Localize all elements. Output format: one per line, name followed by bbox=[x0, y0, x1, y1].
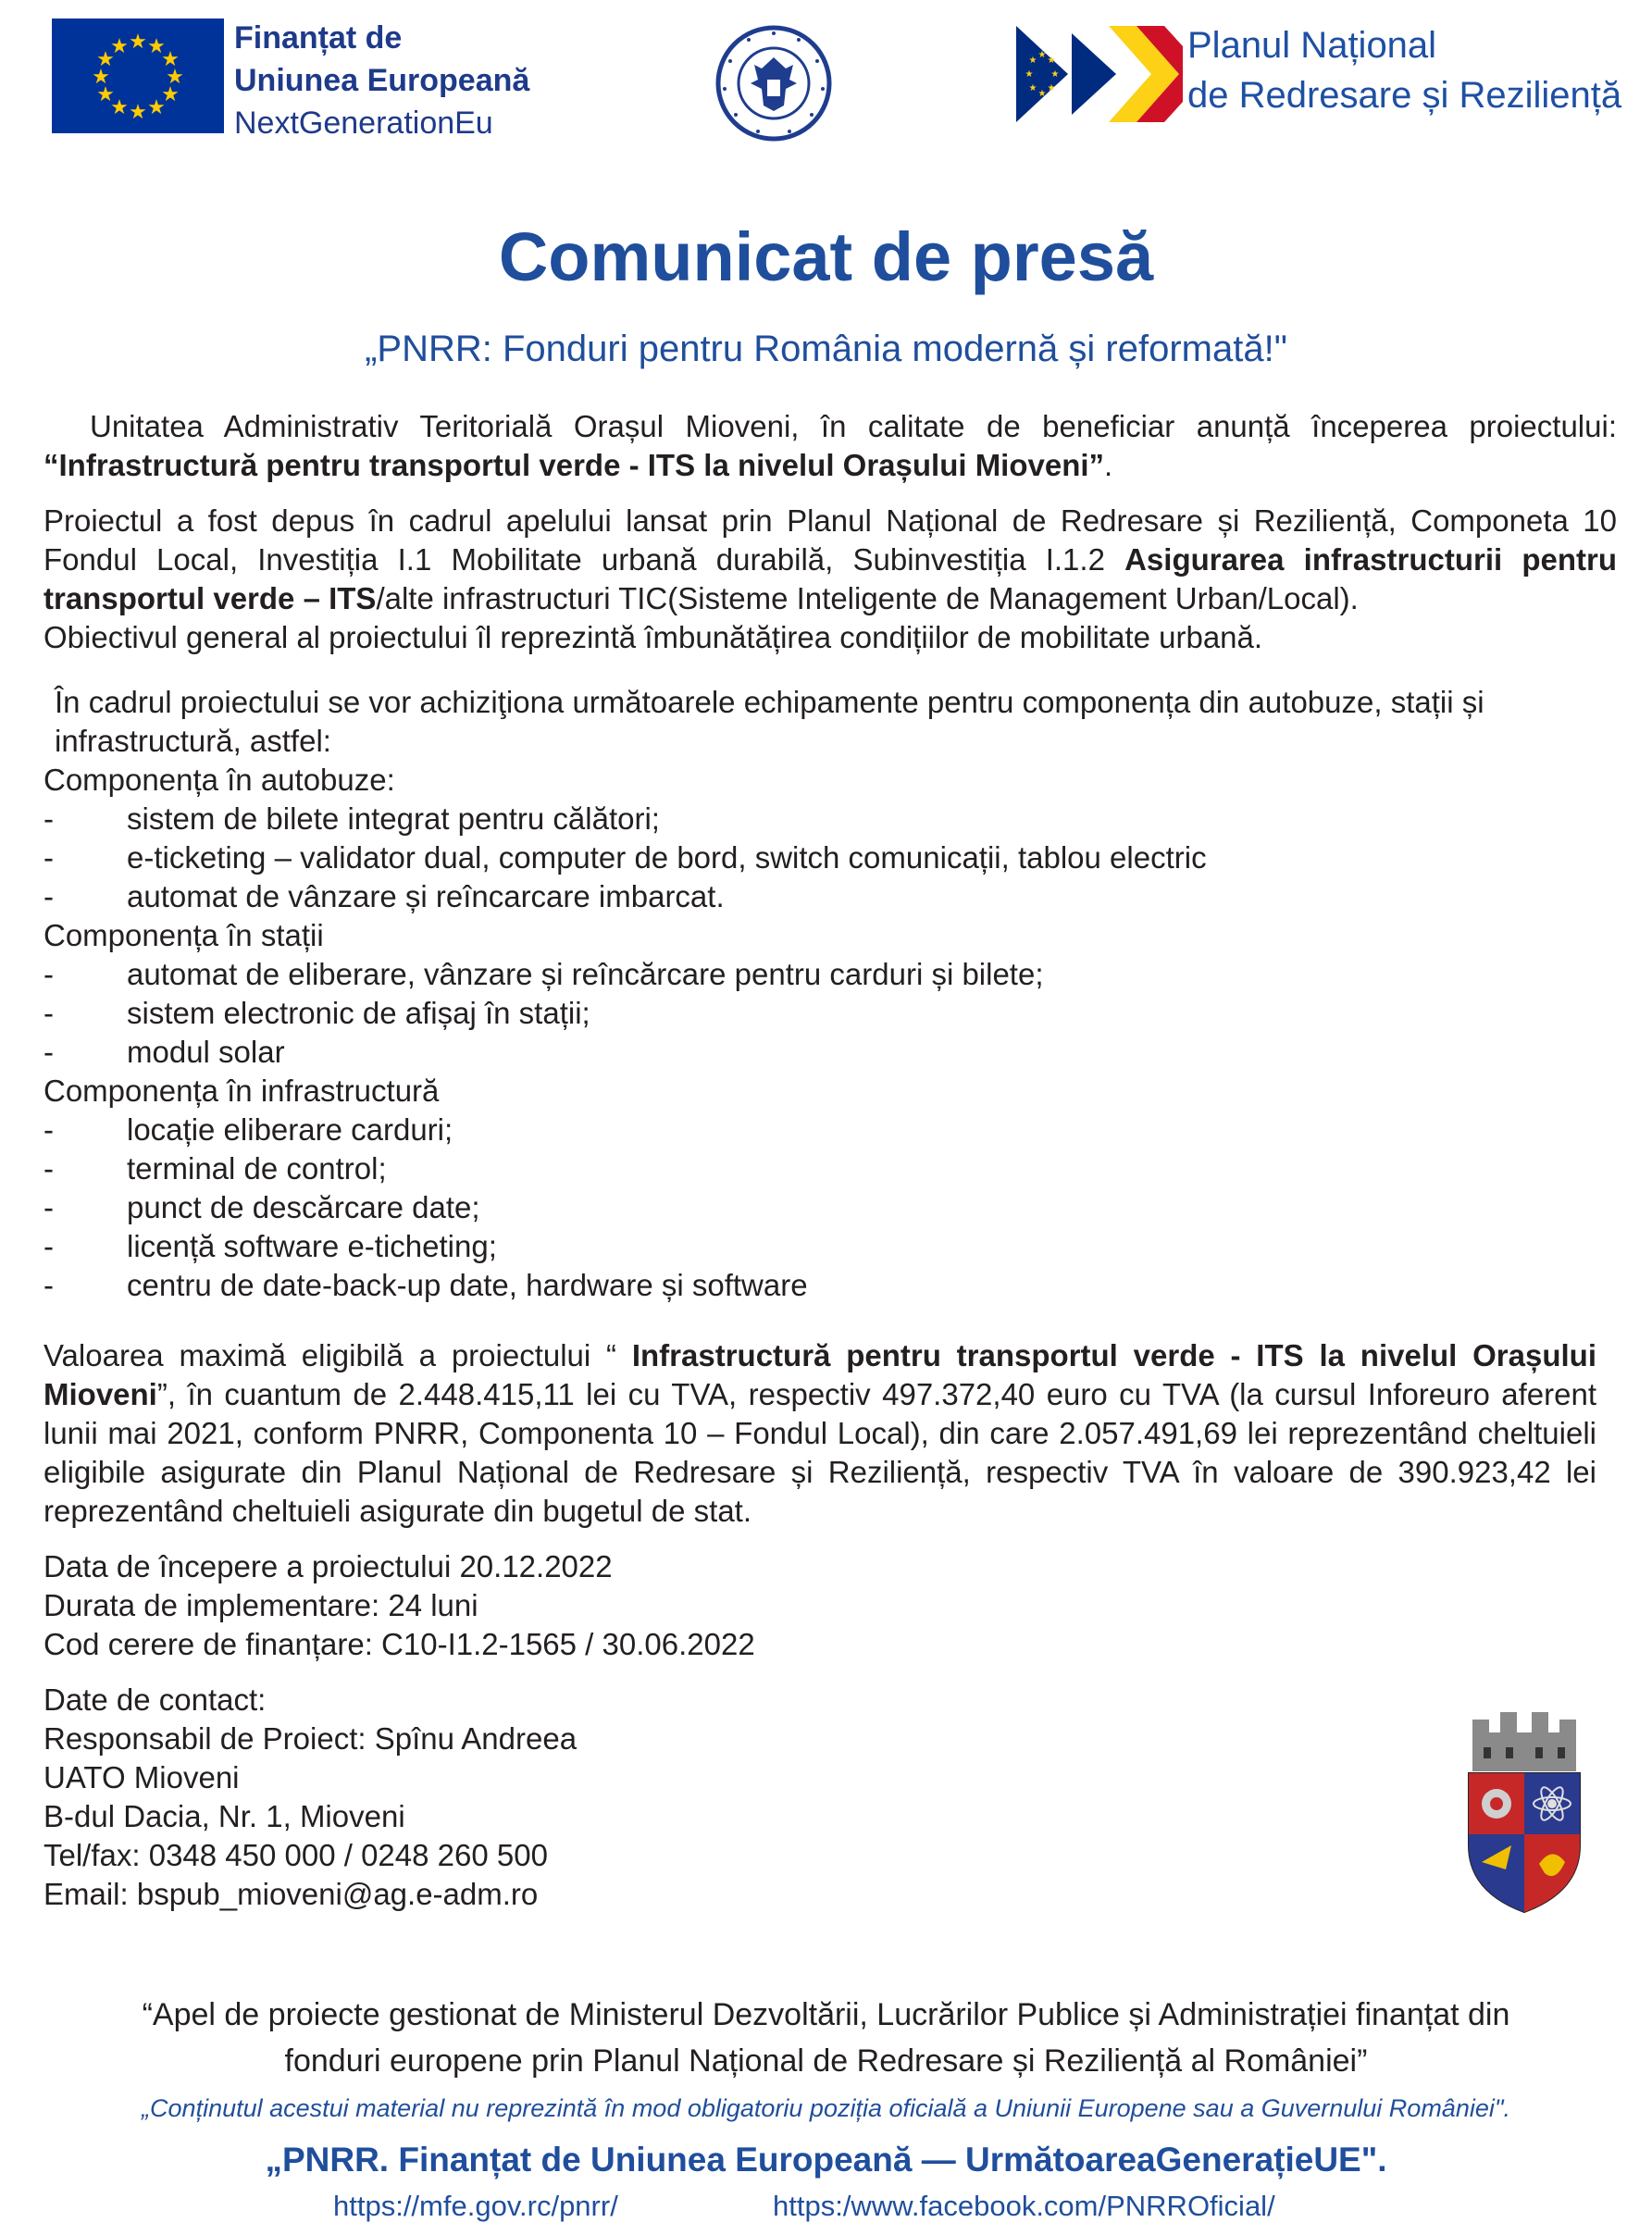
project-description bbox=[43, 502, 1617, 618]
footer-quote bbox=[0, 1992, 1652, 2084]
svg-text:★: ★ bbox=[1047, 83, 1056, 93]
objective-paragraph: Obiectivul general al proiectului îl reprezintă îmbunătățirea condițiilor de mobilitate urbană. bbox=[43, 620, 1263, 654]
eu-label-line2: Uniunea Europeană bbox=[234, 63, 530, 98]
component-heading: Componența în stații bbox=[43, 918, 324, 952]
list-dash: - bbox=[43, 801, 54, 836]
slogan: „PNRR. Finanțat de Uniunea Europeană — UrmătoareaGenerațieUE". bbox=[265, 2141, 1387, 2179]
value-bold: Infrastructură pentru transportul verde - ITS la nivelul Orașului Mioveni bbox=[43, 1338, 1596, 1411]
component-heading: Componența în infrastructură bbox=[43, 1074, 440, 1108]
contact-org: UATO Mioveni bbox=[43, 1760, 240, 1794]
svg-text:★: ★ bbox=[147, 96, 166, 119]
svg-text:★: ★ bbox=[96, 48, 115, 71]
contact-section bbox=[43, 1681, 1617, 1914]
svg-text:★: ★ bbox=[96, 83, 115, 106]
svg-text:★: ★ bbox=[1028, 83, 1037, 93]
svg-text:★: ★ bbox=[110, 35, 129, 58]
list-item-text: locație eliberare carduri; bbox=[127, 1112, 453, 1147]
list-dash: - bbox=[43, 996, 54, 1030]
list-item-text: automat de vânzare și reîncarcare imbarcat. bbox=[127, 879, 725, 913]
disclaimer: „Conținutul acestui material nu reprezintă în mod obligatoriu poziția oficială a Uniunii Europene sau a Guvernului României". bbox=[142, 2094, 1510, 2122]
eu-funding-label bbox=[234, 17, 529, 144]
intro-end: . bbox=[1104, 448, 1113, 482]
list-dash: - bbox=[43, 1112, 54, 1147]
svg-text:★: ★ bbox=[1025, 69, 1034, 80]
component-heading: Componența în autobuze: bbox=[43, 763, 395, 797]
value-part2: ”, în cuantum de 2.448.415,11 lei cu TVA, respectiv 497.372,40 euro cu TVA (la cursul Inforeuro aferent lunii mai 2021, conform PNRR, Componenta 10 – Fondul Local), din care 2.057.491,69 lei reprezentând cheltuieli eligibile asigurate din Planul Național de Redresare și Reziliență, respectiv TVA în valoare de 390.923,42 lei reprezentând cheltuieli asigurate din bugetul de stat. bbox=[43, 1377, 1596, 1528]
svg-text:★: ★ bbox=[129, 101, 147, 124]
value-part1: Valoarea maximă eligibilă a proiectului “ bbox=[43, 1338, 632, 1372]
svg-text:★: ★ bbox=[166, 66, 184, 89]
page-title: Comunicat de presă bbox=[498, 218, 1154, 295]
eu-label-line3: NextGenerationEu bbox=[234, 106, 493, 141]
contact-email: Email: bspub_mioveni@ag.e-adm.ro bbox=[43, 1877, 539, 1911]
footer-quote-line2: fonduri europene prin Planul Național de Redresare și Reziliență al României” bbox=[284, 2043, 1368, 2079]
list-dash: - bbox=[43, 1035, 54, 1069]
link-facebook[interactable]: https:/www.facebook.com/PNRROficial/ bbox=[773, 2190, 1275, 2222]
pnrr-label-line2: de Redresare și Reziliență bbox=[1187, 75, 1622, 116]
list-item bbox=[43, 955, 1617, 994]
intro-text: Unitatea Administrativ Teritorială Orașul Mioveni, în calitate de beneficiar anunță începerea proiectului: bbox=[90, 409, 1617, 443]
list-item-text: punct de descărcare date; bbox=[127, 1190, 480, 1224]
page-subtitle: „PNRR: Fonduri pentru România modernă și reformată!" bbox=[365, 329, 1287, 369]
list-dash: - bbox=[43, 840, 54, 875]
project-desc-part1: Proiectul a fost depus în cadrul apelului lansat prin Planul Național de Redresare și Reziliență, Componeta 10 Fondul Local, Investiția I.1 Mobilitate urbană durabilă, Subinvestiția I.1.2 bbox=[43, 503, 1617, 577]
list-item-text: centru de date-back-up date, hardware și software bbox=[127, 1268, 808, 1302]
value-paragraph bbox=[43, 1336, 1596, 1531]
project-title: “Infrastructură pentru transportul verde - ITS la nivelul Orașului Mioveni” bbox=[43, 448, 1105, 482]
list-dash: - bbox=[43, 1229, 54, 1263]
svg-text:★: ★ bbox=[1050, 69, 1060, 80]
list-item bbox=[43, 838, 1617, 877]
svg-text:★: ★ bbox=[147, 35, 166, 58]
start-date: Data de începere a proiectului 20.12.2022 bbox=[43, 1549, 613, 1583]
list-item-text: terminal de control; bbox=[127, 1151, 387, 1186]
eu-flag-icon bbox=[52, 19, 224, 133]
footer-quote-line1: “Apel de proiecte gestionat de Ministerul Dezvoltării, Lucrărilor Publice și Administrației finanțat din bbox=[142, 1997, 1510, 2032]
list-item bbox=[43, 1033, 1617, 1072]
project-desc-bold: Asigurarea infrastructurii pentru transportul verde – ITS bbox=[43, 542, 1617, 615]
city-crest-icon bbox=[1465, 1707, 1584, 1916]
list-item bbox=[43, 994, 1617, 1033]
svg-text:★: ★ bbox=[161, 83, 180, 106]
pnrr-label-line1: Planul Național bbox=[1187, 25, 1437, 66]
list-item-text: e-ticketing – validator dual, computer de bord, switch comunicații, tablou electric bbox=[127, 840, 1207, 875]
main-content bbox=[43, 407, 1617, 1914]
svg-text:★: ★ bbox=[1028, 56, 1037, 66]
svg-text:★: ★ bbox=[1037, 50, 1047, 60]
svg-text:★: ★ bbox=[129, 31, 147, 54]
intro-paragraph bbox=[43, 407, 1617, 485]
list-dash: - bbox=[43, 957, 54, 991]
list-item-text: modul solar bbox=[127, 1035, 285, 1069]
list-item bbox=[43, 1227, 1617, 1266]
svg-text:★: ★ bbox=[1047, 56, 1056, 66]
duration: Durata de implementare: 24 luni bbox=[43, 1588, 478, 1622]
pnrr-logo-icon bbox=[1016, 26, 1183, 122]
svg-text:★: ★ bbox=[92, 66, 110, 89]
list-item bbox=[43, 1149, 1617, 1188]
equipment-intro: În cadrul proiectului se vor achiziţiona următoarele echipamente pentru componența din autobuze, stații și infrastructură, astfel: bbox=[55, 685, 1484, 758]
components-section bbox=[43, 761, 1617, 1305]
svg-text:★: ★ bbox=[1037, 89, 1047, 99]
link-mfe[interactable]: https://mfe.gov.rc/pnrr/ bbox=[333, 2190, 618, 2222]
list-item-text: sistem de bilete integrat pentru călători; bbox=[127, 801, 660, 836]
eu-label-line1: Finanțat de bbox=[234, 20, 403, 56]
list-item bbox=[43, 1111, 1617, 1149]
list-item-text: licență software e-ticheting; bbox=[127, 1229, 497, 1263]
project-desc-part2: /alte infrastructuri TIC(Sisteme Inteligente de Management Urban/Local). bbox=[376, 581, 1359, 615]
contact-phone: Tel/fax: 0348 450 000 / 0248 260 500 bbox=[43, 1838, 548, 1872]
header-logos bbox=[0, 0, 1652, 176]
svg-text:★: ★ bbox=[161, 48, 180, 71]
contact-address: B-dul Dacia, Nr. 1, Mioveni bbox=[43, 1799, 405, 1833]
list-item-text: automat de eliberare, vânzare și reîncărcare pentru carduri și bilete; bbox=[127, 957, 1044, 991]
list-item bbox=[43, 1266, 1617, 1305]
contact-responsible: Responsabil de Proiect: Spînu Andreea bbox=[43, 1721, 578, 1756]
list-dash: - bbox=[43, 1151, 54, 1186]
government-seal-icon bbox=[706, 24, 841, 143]
list-dash: - bbox=[43, 1190, 54, 1224]
footer-links bbox=[0, 2190, 1652, 2227]
list-item-text: sistem electronic de afișaj în stații; bbox=[127, 996, 590, 1030]
list-item bbox=[43, 1188, 1617, 1227]
list-dash: - bbox=[43, 1268, 54, 1302]
list-item bbox=[43, 800, 1617, 838]
project-dates bbox=[43, 1547, 1617, 1664]
list-item bbox=[43, 877, 1617, 916]
pnrr-label bbox=[1187, 20, 1621, 120]
svg-text:★: ★ bbox=[110, 96, 129, 119]
application-code: Cod cerere de finanțare: C10-I1.2-1565 / 30.06.2022 bbox=[43, 1627, 755, 1661]
contact-heading: Date de contact: bbox=[43, 1682, 267, 1717]
list-dash: - bbox=[43, 879, 54, 913]
